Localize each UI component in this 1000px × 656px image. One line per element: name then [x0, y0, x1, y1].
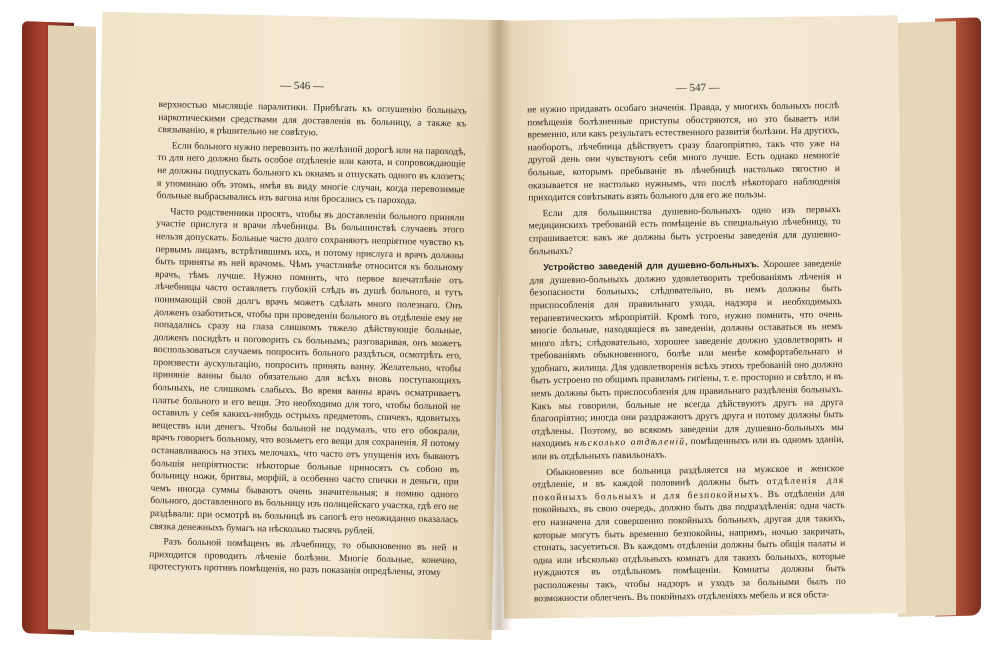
- paragraph: [529, 257, 844, 464]
- page-body: [149, 99, 467, 583]
- paragraph: Если больного нужно перевозить по желѣзной дорогѣ или на пароходѣ, то для него должно быть особое отдѣленіе или каюта, и сопровождающіе не должны подпускать больного къ окнамъ и отпускать одного въ клозетъ; я упоминаю объ этомъ, имѣя въ виду многіе случаи, когда перевозимые больные выбрасывались изъ вагона или бросались съ парохода.: [156, 140, 466, 207]
- book-gutter: [486, 20, 512, 630]
- paragraph-text: , помѣщенныхъ или въ одномъ зданіи, или въ отдѣльныхъ павильонахъ.: [531, 434, 844, 463]
- page-number: — 546 —: [279, 79, 325, 93]
- emphasis-text: отдѣленія для покойныхъ больныхъ и для безпокойныхъ: [532, 475, 845, 504]
- right-page: [496, 15, 906, 619]
- paragraph: [532, 463, 846, 606]
- paragraph-text: Обыкновенно все больница раздѣляется на мужское и женское отдѣленіе, и въ каждой половинѣ должны быть: [532, 462, 845, 491]
- page-edges-right: [898, 21, 956, 617]
- paragraph: не нужно придавать особаго значенія. Правда, у многихъ больныхъ послѣ помѣщенія болѣзненные приступы обостряются, но это бываетъ или временно, или какъ результатъ естественного развитія болѣзни. На другихъ, наоборотъ, лѣчебница дѣйствуетъ сразу благопріятно, такъ что уже на другой день они чувствуютъ себя много лучше. Есть однако немногіе больные, которымъ пребываніе въ лѣчебницѣ настолько тягостно и оказывается не настолько нужнымъ, что послѣ нѣкотораго наблюденія приходится совѣтывать взять больного для его же пользы.: [527, 100, 841, 204]
- paragraph: верхностью мыслящіе паралитики. Прибѣгать къ оглушенію больныхъ наркотическими средствами для доставленія въ больницу, а также къ связыванію, я рѣшительно не совѣтую.: [157, 99, 467, 139]
- paragraph: Разъ больной помѣщенъ въ лѣчебницу, то обыкновенно въ ней и приходится проводить лѣченіе болѣзни. Многіе больные, конечно, протестуютъ противъ помѣщенія, но разъ показанія опредѣлены, этому: [148, 536, 458, 579]
- page-edges-left: [48, 25, 96, 631]
- left-page: [90, 12, 505, 640]
- emphasis-text: нѣсколько отдѣленій: [574, 436, 686, 450]
- paragraph-text: . Въ отдѣленіи для покойныхъ, въ свою очередь, должно быть два подраздѣленія: одна часть его назначена для совершенно покойныхъ больныхъ, другая для такихъ, которые могутъ быть временно безпокойны, напримъ, ночью закричать, стонать, засуетиться. Въ каждомъ отдѣленіи должны быть общія палаты и одна или нѣсколько отдѣльныхъ комнатъ для такихъ больныхъ, которые нуждаются въ отдѣльномъ помѣщеніи. Комнаты должны быть расположены такъ, чтобы надзоръ и уходъ за больными былъ по возможности облегченъ. Въ покойныхъ отдѣленіяхъ мебель и вся обста-: [532, 487, 846, 604]
- paragraph: Если для большинства душевно-больныхъ одно изъ первыхъ медицинскихъ требованій есть помѣщеніе въ специальную лѣчебницу, то спрашивается: какъ же должны быть устроены заведенія для душевно-больныхъ?: [528, 203, 841, 257]
- paragraph: Часто родственники просятъ, чтобы въ доставленіи больного приняли участіе прислуга и врачи лѣчебницы. Въ большинствѣ случаевъ этого нельзя допускать. Больные часто долго сохраняютъ непріятное чувство къ первымъ лицамъ, встрѣтившимъ ихъ, и потому прислуга и врачъ должны быть приняты въ ней врачомъ. Чѣмъ участливѣе относится къ больному врачъ, тѣмъ лучше. Нужно помнить, что первое впечатлѣніе отъ лѣчебницы часто оставляетъ глубокій слѣдъ въ душѣ больного, и тутъ понимающій свой долгъ врачъ можетъ сдѣлать много полезнаго. Онъ долженъ озаботиться, чтобы при проведеніи больного въ отдѣленіе ему не попадались сразу на глаза слишкомъ тяжело дѣйствующіе больные, долженъ посидѣть и поговорить съ больнымъ; разговаривая, онъ можетъ воспользоваться случаемъ попросить больного раздѣться, осмотрѣть его, произвести аускультацію, попросить принять ванну. Желательно, чтобы приняніе ванны было обязательно для всѣхъ вновь поступающихъ больныхъ, не слишкомъ слабыхъ. Во время ванны врачъ осматриваетъ платье больного и его вещи. Это необходимо для того, чтобы больной не оставилъ у себя какихъ-нибудь острыхъ предметовъ, спичекъ, ядовитыхъ веществъ или денегъ. Чтобы больной не подумалъ, что его обокрали, врачъ говоритъ больному, что возьметъ его вещи для сохраненія. Я потому останавливаюсь на этихъ мелочахъ, что часто отъ упущенія ихъ бываютъ большія непріятности: нѣкоторые больные приносятъ съ собою въ больницу ножи, бритвы, морфій, а особенно часто спички и деньги, при чемъ иногда суммы бываютъ очень значительныя; я помню одного больного, доставленного въ больницу изъ полицейскаго участка, гдѣ его не раздѣвали: при осмотрѣ въ больницѣ въ сапогѣ его неожиданно оказалась связка денежныхъ бумагъ на нѣсколько тысячъ рублей.: [149, 206, 465, 537]
- paragraph-text: Хорошее заведеніе для душевно-больныхъ должно удовлетворить требованіямъ лѣченія и безопасности больныхъ; слѣдовательно, въ немъ должны быть приспособленія для правильнаго ухода, надзора и необходимыхъ терапевтическихъ мѣропріятій. Кромѣ того, нужно помнить, что очень многіе больные, находящіеся въ заведеніи, должны оставаться въ немъ много лѣтъ; слѣдовательно, хорошее заведеніе должно удовлетворять и требованіямъ обыкновенного, болѣе или менѣе комфортабельнаго и удобнаго, жилища. Для удовлетворенія всѣхъ этихъ требованій оно должно быть устроено по общимъ правиламъ гигіены, т. е. просторно и свѣтло, и въ немъ должны быть приспособленія для правильнаго раздѣленія больныхъ. Какъ мы говорили, больные не всегда дѣйствуютъ другъ на друга благопріятно; иногда они раздражаютъ другъ друга и потому должны быть отдѣлены. Поэтому, во всякомъ заведеніи для душевно-больныхъ мы находимъ: [529, 258, 844, 450]
- section-heading: Устройство заведеній для душевно-больныхъ.: [543, 259, 760, 273]
- page-number: — 547 —: [675, 81, 720, 95]
- page-body: [527, 100, 846, 608]
